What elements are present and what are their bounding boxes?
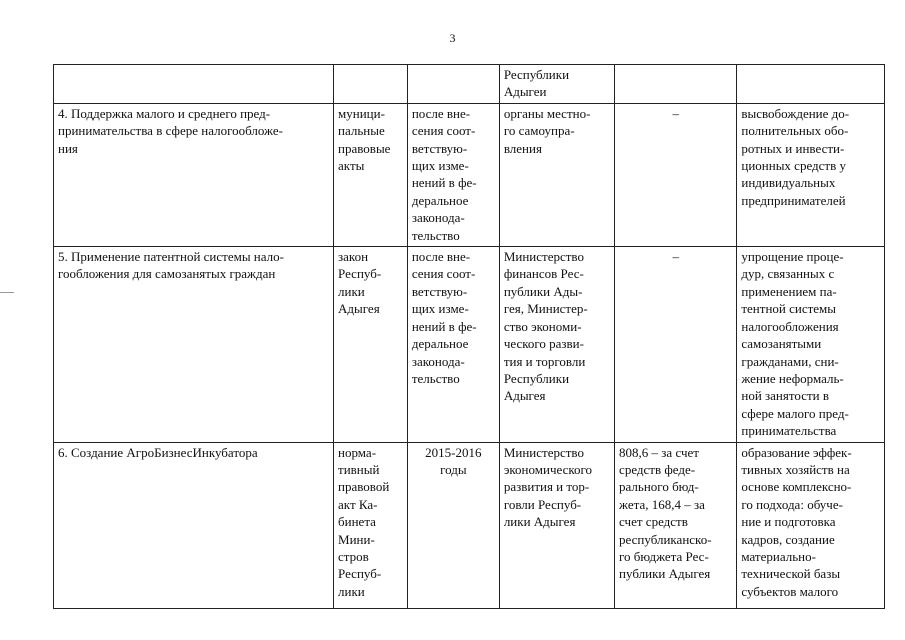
table-cell: образование эффек- тивных хозяйств на основе комплексно- го подхода: обуче- ние и подготовка кадров, создание материально- технической базы субъектов малого [737,442,885,608]
table-cell: после вне- сения соот- ветствую- щих изме- нений в фе- деральное законода- тельство [407,247,499,442]
table-cell: органы местно- го самоупра- вления [499,103,614,246]
table-row [54,247,885,442]
measures-table [53,64,885,609]
table-row [54,103,885,246]
table-cell: после вне- сения соот- ветствую- щих изме- нений в фе- деральное законода- тельство [407,103,499,246]
table-cell [334,65,408,104]
table-cell: закон Респуб- лики Адыгея [334,247,408,442]
table-cell: 6. Создание АгроБизнесИнкубатора [54,442,334,608]
table-cell: Министерство финансов Рес- публики Ады- гея, Министер- ство экономи- ческого разви- тия и торговли Республики Адыгея [499,247,614,442]
table-row [54,442,885,608]
table-cell: норма- тивный правовой акт Ка- бинета Мини- стров Респуб- лики [334,442,408,608]
table-cell [615,65,737,104]
table-cell [407,65,499,104]
table-cell: муници- пальные правовые акты [334,103,408,246]
margin-mark [0,292,14,293]
table-cell [737,65,885,104]
table-cell: 5. Применение патентной системы нало- гообложения для самозанятых граждан [54,247,334,442]
page-number: 3 [449,31,456,45]
table-cell: – [615,247,737,442]
table-cell: высвобождение до- полнительных обо- ротных и инвести- ционных средств у индивидуальных предпринимателей [737,103,885,246]
table-cell: 2015-2016 годы [407,442,499,608]
table-cell: упрощение проце- дур, связанных с применением па- тентной системы налогообложения самозанятыми гражданами, сни- жение неформаль- ной занятости в сфере малого пред- принимательства [737,247,885,442]
table-row [54,65,885,104]
table-cell: Республики Адыгеи [499,65,614,104]
table-cell: – [615,103,737,246]
table-cell: 4. Поддержка малого и среднего пред- принимательства в сфере налогообложе- ния [54,103,334,246]
table-cell: Министерство экономического развития и тор- говли Респуб- лики Адыгея [499,442,614,608]
table-cell: 808,6 – за счет средств феде- рального бюд- жета, 168,4 – за счет средств республиканско- го бюджета Рес- публики Адыгея [615,442,737,608]
table-cell [54,65,334,104]
